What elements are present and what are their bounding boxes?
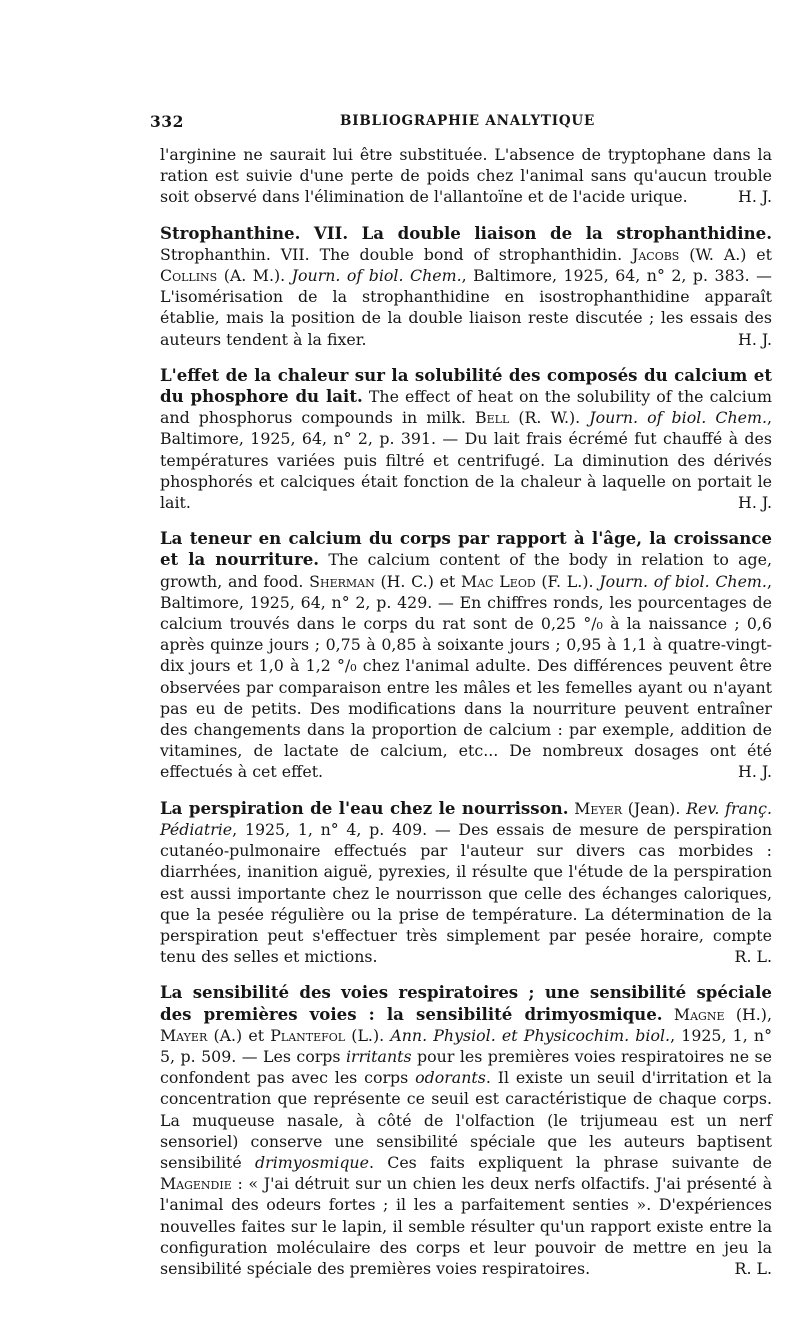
entry-reference: , Baltimore, 1925, 64, n° 2, p. 429. — (160, 571, 772, 612)
entry-author-initials: (H.), (735, 1004, 772, 1024)
bibliography-entry (160, 798, 772, 968)
bibliography-entry (160, 223, 772, 350)
bibliography-entry (160, 365, 772, 513)
entry-author: Meyer (574, 798, 623, 818)
entry-author: Plantefol (270, 1025, 346, 1045)
entry-body-emphasis: irritants (345, 1046, 412, 1066)
entry-title: Strophanthine. VII. La double liaison de la strophanthidine. (160, 222, 772, 243)
page-body (160, 144, 772, 1279)
signature: H. J. (738, 493, 772, 513)
entry-english-title: The calcium content of the body in relation to age, growth, and food. (160, 550, 773, 591)
entry-author: Collins (160, 266, 218, 286)
entry-author-initials: (H. C.) et (380, 571, 456, 591)
entry-title: La sensibilité des voies respiratoires ; une sensibilité spéciale des premières voies : la sensibilité drimyosmique. (160, 982, 772, 1024)
entry-journal: Journ. of biol. Chem. (291, 266, 462, 286)
entry-body: Du lait frais écrémé fut chauffé à des températures variées puis filtré et centrifugé. La diminution des dérivés phosphorés et calciques était fonction de la chaleur à laquelle on portait le lait. (160, 429, 772, 513)
entry-author-initials: (R. W.). (518, 408, 581, 428)
entry-english-title: Strophanthin. VII. The double bond of strophanthidin. (160, 244, 623, 264)
entry-author: Bell (475, 408, 510, 428)
entry-body: En chiffres ronds, les pourcentages de calcium trouvés dans le corps du rat sont de 0,25 °/₀ à la naissance ; 0,6 après quinze jours ; 0,75 à 0,85 à soixante jours ; 0,95 à 1,1 à quatre-vingt-dix jours et 1,0 à 1,2 °/₀ chez l'animal adulte. Des différences peuvent être observées par comparaison entre les mâles et les femelles ayant ou n'ayant pas eu de petits. Des modifications dans la nourriture peuvent entraîner des changements dans la proportion de calcium : par exemple, addition de vitamines, de lactate de calcium, etc... De nombreux dosages ont été effectués à cet effet. (160, 592, 772, 782)
bibliography-entry (160, 528, 772, 782)
signature: H. J. (738, 329, 772, 349)
entry-author-initials: (A. M.). (223, 266, 286, 286)
entry-author-initials: (F. L.). (541, 571, 594, 591)
entry-cited-name: Magendie (160, 1174, 232, 1194)
entry-body: Des essais de mesure de perspiration cutanéo-pulmonaire effectués par l'auteur sur divers cas morbides : diarrhées, inanition aiguë, pyrexies, il résulte que l'étude de la perspiration est aussi importante chez le nourrisson que celle des échanges caloriques, que la pesée régulière ou la prise de température. La détermination de la perspiration peut s'effectuer très simplement par pesée horaire, compte tenu des selles et mictions. (160, 819, 772, 967)
entry-author: Mac Leod (461, 571, 536, 591)
entry-journal: Journ. of biol. Chem. (589, 408, 767, 428)
entry-reference: , 1925, 1, n° 4, p. 409. — (232, 819, 451, 839)
entry-author-initials: (Jean). (627, 798, 681, 818)
entry-body: . Il existe un seuil d'irritation et la concentration que représente ce seuil est caractéristique de chaque corps. La muqueuse nasale, à côté de l'olfaction (le trijumeau est un nerf sensoriel) conserve une sensibilité spéciale que les auteurs baptisent sensibilité (160, 1068, 772, 1172)
entry-body-emphasis: odorants (415, 1068, 486, 1088)
entry-author-initials: (A.) et (213, 1025, 265, 1045)
signature: R. L. (734, 947, 772, 967)
entry-author: Mayer (160, 1025, 208, 1045)
entry-reference: , Baltimore, 1925, 64, n° 2, p. 383. — (461, 266, 772, 286)
entry-journal: Ann. Physiol. et Physicochim. biol. (390, 1025, 671, 1045)
entry-reference: , 1925, 1, n° 5, p. 509. — (160, 1025, 772, 1066)
entry-title: La perspiration de l'eau chez le nourrisson. (160, 797, 569, 818)
entry-body: . Ces faits expliquent la phrase suivante de (368, 1152, 772, 1172)
entry-body: Les corps (262, 1046, 341, 1066)
entry-author: Magne (673, 1004, 725, 1024)
entry-author: Sherman (309, 571, 375, 591)
bibliography-entry (160, 982, 772, 1279)
signature: H. J. (738, 762, 772, 782)
entry-body-emphasis: drimyosmique (255, 1152, 369, 1172)
entry-author-initials: (L.). (351, 1025, 385, 1045)
continuation-text: l'arginine ne saurait lui être substituée. L'absence de tryptophane dans la ration est suivie d'une perte de poids chez l'animal sans qu'aucun trouble soit observé dans l'élimination de l'allantoïne et de l'acide urique. (160, 145, 772, 207)
page-header (150, 104, 778, 138)
running-head: BIBLIOGRAPHIE ANALYTIQUE (340, 113, 596, 129)
entry-author-initials: (W. A.) et (689, 244, 772, 264)
entry-body: L'isomérisation de la strophanthidine en isostrophanthidine apparaît établie, mais la position de la double liaison reste discutée ; les essais des auteurs tendent à la fixer. (160, 287, 772, 349)
page-number: 332 (150, 112, 184, 131)
entry-title: La teneur en calcium du corps par rapport à l'âge, la croissance et la nourriture. (160, 528, 772, 570)
entry-journal: Rev. franç. Pédiatrie (160, 798, 772, 839)
entry-body: pour les premières voies respiratoires ne se confondent pas avec les corps (160, 1046, 772, 1088)
signature: H. J. (738, 187, 772, 207)
continuation-paragraph (160, 144, 772, 208)
entry-body: : « J'ai détruit sur un chien les deux nerfs olfactifs. J'ai présenté à l'animal des odeurs fortes ; il les a parfaitement senties ». D'expériences nouvelles faites sur le lapin, il semble résulter qu'un rapport existe entre la configuration moléculaire des corps et leur pouvoir de mettre en jeu la sensibilité spéciale des premières voies respiratoires. (160, 1174, 772, 1278)
entry-english-title: The effect of heat on the solubility of the calcium and phosphorus compounds in milk. (160, 387, 772, 428)
entry-author: Jacobs (632, 244, 680, 264)
signature: R. L. (734, 1258, 772, 1278)
entry-reference: , Baltimore, 1925, 64, n° 2, p. 391. — (160, 408, 773, 449)
entry-journal: Journ. of biol. Chem. (599, 571, 767, 591)
entry-title: L'effet de la chaleur sur la solubilité des composés du calcium et du phosphore du lait. (160, 364, 772, 407)
